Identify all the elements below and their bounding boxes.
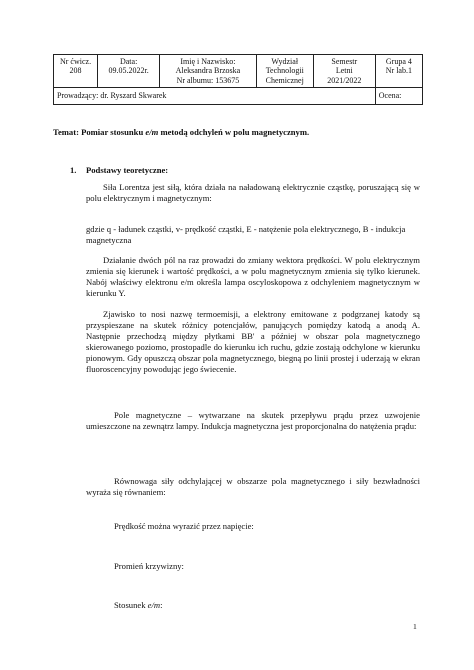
paragraph-thermoemission: Zjawisko to nosi nazwę termoemisji, a elektrony emitowane z podgrzanej katody są przyspieszane na skutek różnicy potencjałów, panujących pomiędzy katodą a anodą A. Następnie przechodzą między płytkami BB' a później w obszar pola magnetycznego skierowanego poziomo, prostopadle do kierunku ich ruchu, gdzie zostają odchylone w kierunku pionowym. Gdy opuszczą obszar pola magnetycznego, biegną po linii prostej i uderzają w ekran fluoroscencyjny powodując jego świecenie. [86,309,420,374]
semester-label: Semestr [331,57,358,66]
paragraph-radius: Promień krzywizny: [114,561,184,571]
exercise-number-cell [54,55,98,88]
faculty-line1: Technologii [265,66,304,76]
grade-label: Ocena: [378,91,402,101]
date-label: Data: [119,57,138,66]
paragraph-velocity: Prędkość można wyrazić przez napięcie: [114,521,254,531]
faculty-cell [256,55,313,88]
exercise-number-label: Nr ćwicz. [59,57,92,66]
paragraph-magnetic-field: Pole magnetyczne – wytwarzane na skutek przepływu prądu przez uzwojenie umieszczone na zewnątrz lampy. Indukcja magnetyczna jest proporcjonalna do natężenia prądu: [86,410,420,431]
exercise-number-value: 208 [69,66,82,76]
name-value: Aleksandra Brzoska [175,66,241,76]
semester-line1: Letni [335,66,353,76]
faculty-line2: Chemicznej [265,75,304,85]
group-line1: Grupa 4 [385,57,412,66]
semester-line2: 2021/2022 [327,75,362,85]
section-title: Podstawy teoretyczne: [86,165,169,175]
date-cell [98,55,160,88]
paragraph-lorentz: Siła Lorentza jest siłą, która działa na naładowaną elektrycznie cząstkę, poruszającą się w polu elektrycznym i magnetycznym: [86,182,420,203]
name-cell [160,55,256,88]
section-number: 1. [70,165,77,175]
group-line2: Nr lab.1 [385,66,412,76]
instructor: Prowadzący: dr. Ryszard Skwarek [57,91,167,101]
paragraph-ratio: Stosunek e/m: [114,600,163,610]
instructor-cell [54,88,376,104]
group-cell [375,55,422,88]
page-number: 1 [413,622,417,631]
semester-cell [313,55,375,88]
report-header-table [53,54,423,105]
paragraph-equilibrium: Równowaga siły odchylającej w obszarze pola magnetycznego i siły bezwładności wyraża się równaniem: [86,476,420,497]
topic-heading: Temat: Pomiar stosunku e/m metodą odchyleń w polu magnetycznym. [53,127,310,137]
album-number: Nr albumu: 153675 [176,75,240,85]
paragraph-symbols: gdzie q - ładunek cząstki, v- prędkość cząstki, E - natężenie pola elektrycznego, B - indukcja magnetyczna [86,224,406,245]
name-label: Imię i Nazwisko: [180,57,236,66]
faculty-label: Wydział [271,57,299,66]
paragraph-fields: Działanie dwóch pól na raz prowadzi do zmiany wektora prędkości. W polu elektrycznym zmienia się kierunek i wartość prędkości, a w polu magnetycznym zmienia się tylko kierunek. Nabój właściwy elektronu e/m określa lampa oscyloskopowa z odchyleniem magnetycznym w kierunku Y. [86,255,420,298]
grade-cell [375,88,422,104]
date-value: 09.05.2022r. [108,66,149,76]
